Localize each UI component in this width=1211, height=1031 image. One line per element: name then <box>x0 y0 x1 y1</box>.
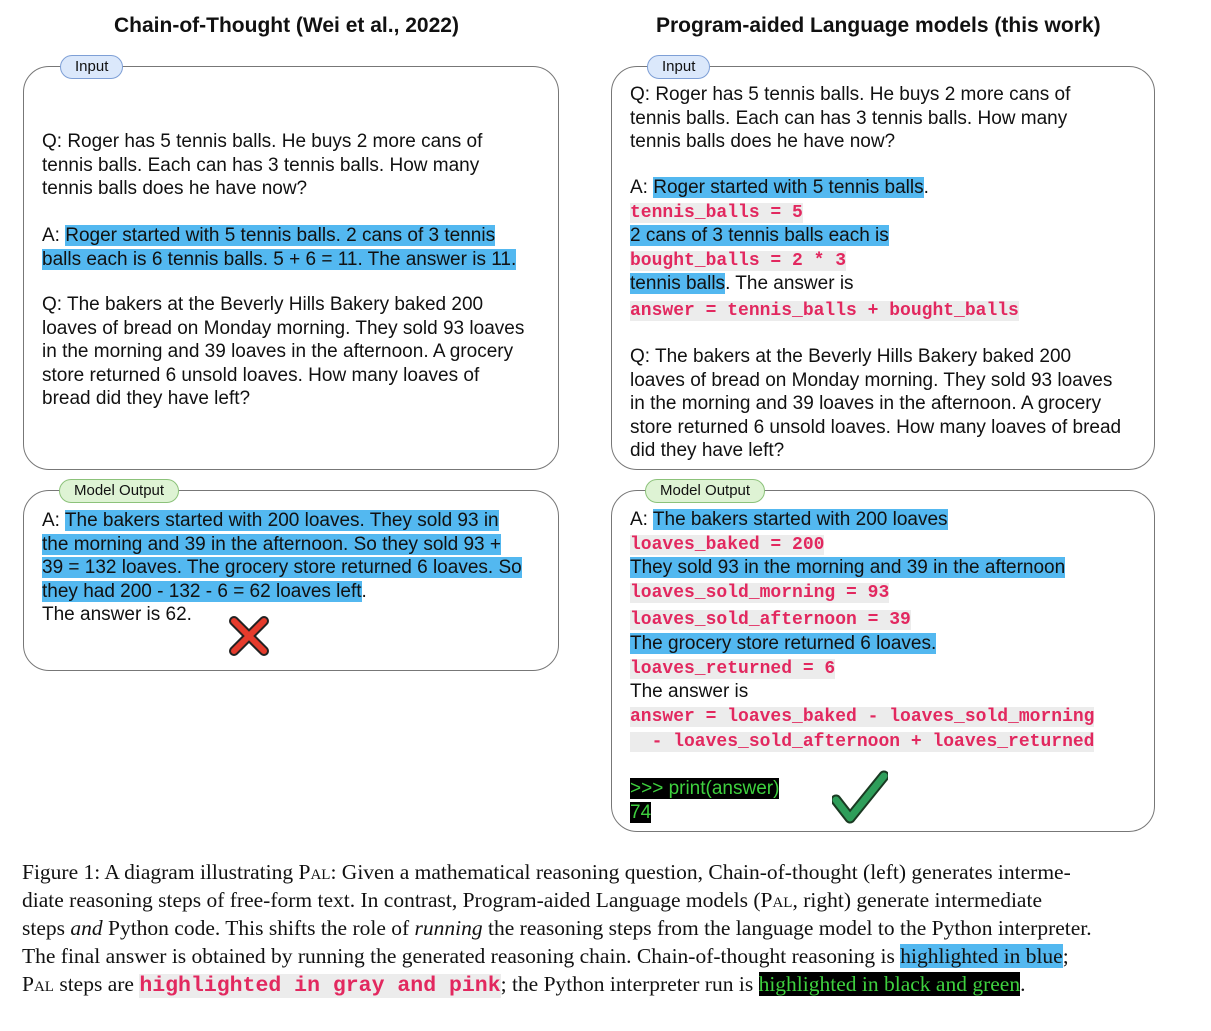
caption-text: P <box>22 972 34 996</box>
caption-text: the reasoning steps from the language model to the Python interpreter. <box>482 916 1092 940</box>
caption-smallcaps: al <box>772 888 793 912</box>
caption-text: : Given a mathematical reasoning question, Chain-of-thought (left) generates interme- <box>330 860 1071 884</box>
text-line: Q: Roger has 5 tennis balls. He buys 2 more cans of <box>42 131 483 152</box>
code-line <box>630 580 889 605</box>
interpreter-command: >>> print(answer) <box>630 778 780 799</box>
text-line <box>42 248 516 272</box>
text-fragment: . <box>923 177 929 198</box>
caption-text: ; <box>1062 944 1069 968</box>
cot-highlight: 39 = 132 loaves. The grocery store returned 6 loaves. So <box>42 557 522 578</box>
green-check-icon <box>832 770 888 824</box>
caption-terminal-highlight: highlighted in black and green <box>758 972 1021 996</box>
final-answer: The answer is 62. <box>42 604 192 625</box>
caption-line <box>22 942 1192 970</box>
right-input-tag: Input <box>647 55 710 79</box>
cot-highlight: 2 cans of 3 tennis balls each is <box>630 225 889 246</box>
right-output-tag: Model Output <box>645 479 765 503</box>
cot-highlight: the morning and 39 in the afternoon. So they sold 93 + <box>42 533 501 555</box>
left-question-2 <box>42 293 524 411</box>
left-title: Chain-of-Thought (Wei et al., 2022) <box>114 14 459 37</box>
caption-italic: running <box>414 916 483 940</box>
text-fragment: . The answer is <box>725 273 854 294</box>
pal-code: - loaves_sold_afternoon + loaves_returned <box>630 732 1095 752</box>
interpreter-output: 74 <box>630 802 652 823</box>
pal-code: loaves_returned = 6 <box>630 659 836 679</box>
text-line: tennis balls does he have now? <box>630 131 896 152</box>
left-answer-1 <box>42 224 516 271</box>
answer-prefix: A: <box>630 177 654 198</box>
text-line <box>630 176 929 199</box>
caption-text: . <box>1020 972 1026 996</box>
left-output-box <box>23 490 559 671</box>
terminal-line <box>630 777 779 800</box>
figure-caption <box>22 858 1192 1000</box>
answer-prefix: A: <box>630 509 653 530</box>
caption-smallcaps: al <box>310 860 331 884</box>
text-fragment: . <box>361 580 367 602</box>
caption-line <box>22 886 1192 914</box>
text-line: tennis balls. Each can has 3 tennis balls. How many <box>630 107 1068 129</box>
text-line <box>42 533 522 557</box>
code-line <box>630 607 911 632</box>
pal-code: bought_balls = 2 * 3 <box>630 251 847 271</box>
text-line: loaves of bread on Monday morning. They sold 93 loaves <box>630 369 1113 391</box>
code-line <box>630 704 1094 729</box>
text-line <box>630 508 948 531</box>
cot-highlight: Roger started with 5 tennis balls <box>653 177 924 198</box>
text-line: bread did they have left? <box>42 388 251 409</box>
text-line <box>42 556 522 580</box>
code-line <box>630 248 846 273</box>
text-line: did they have left? <box>630 440 785 461</box>
caption-code-highlight: highlighted in gray and pink <box>139 974 501 998</box>
text-line <box>42 580 522 604</box>
text-line <box>630 632 936 655</box>
caption-text: Python code. This shifts the role of <box>102 916 415 940</box>
text-line: store returned 6 unsold loaves. How many loaves of <box>42 364 480 386</box>
text-line: in the morning and 39 loaves in the afternoon. A grocery <box>42 341 514 362</box>
pal-code: loaves_sold_morning = 93 <box>630 583 890 603</box>
cot-highlight: The grocery store returned 6 loaves. <box>630 633 937 654</box>
cot-highlight: balls each is 6 tennis balls. 5 + 6 = 11. The answer is 11. <box>42 248 517 270</box>
text-line: store returned 6 unsold loaves. How many loaves of bread <box>630 416 1122 438</box>
right-title: Program-aided Language models (this work) <box>656 14 1101 37</box>
text-line: loaves of bread on Monday morning. They sold 93 loaves <box>42 317 525 339</box>
red-x-icon <box>228 615 270 657</box>
caption-line <box>22 858 1192 886</box>
text-line: tennis balls. Each can has 3 tennis balls. How many <box>42 154 480 176</box>
caption-text: The final answer is obtained by running the generated reasoning chain. Chain-of-thought reasoning is <box>22 944 901 968</box>
left-question-1 <box>42 130 482 201</box>
caption-text: Figure 1: A diagram illustrating P <box>22 860 311 884</box>
caption-text: ; the Python interpreter run is <box>500 972 759 996</box>
answer-prefix: A: <box>42 225 66 246</box>
text-line: in the morning and 39 loaves in the afternoon. A grocery <box>630 393 1102 414</box>
terminal-line <box>630 801 651 824</box>
text-line: Q: The bakers at the Beverly Hills Bakery baked 200 <box>630 346 1072 367</box>
pal-code: loaves_baked = 200 <box>630 535 825 555</box>
answer-prefix: A: <box>42 510 65 531</box>
cot-highlight: Roger started with 5 tennis balls. 2 cans of 3 tennis <box>65 225 496 246</box>
caption-line <box>22 970 1192 1000</box>
cot-highlight: The bakers started with 200 loaves <box>652 509 948 530</box>
left-input-box <box>23 66 559 470</box>
caption-italic: and <box>70 916 103 940</box>
code-line <box>630 729 1094 754</box>
code-line <box>630 656 835 681</box>
right-question-1 <box>630 83 1070 154</box>
pal-code: loaves_sold_afternoon = 39 <box>630 610 911 630</box>
caption-line <box>22 914 1192 942</box>
caption-blue-highlight: highlighted in blue <box>900 944 1063 968</box>
left-output-tag: Model Output <box>59 479 179 503</box>
text-line <box>42 509 522 533</box>
right-input-box <box>611 66 1155 470</box>
code-line <box>630 532 824 557</box>
caption-smallcaps: al <box>33 972 54 996</box>
text-line <box>630 224 889 247</box>
caption-text: steps are <box>53 972 140 996</box>
left-input-tag: Input <box>60 55 123 79</box>
text-line <box>630 556 1065 579</box>
text-line: Q: The bakers at the Beverly Hills Bakery baked 200 <box>42 294 484 315</box>
code-line <box>630 200 803 225</box>
text-line: tennis balls does he have now? <box>42 178 308 199</box>
cot-highlight: tennis balls <box>630 273 726 294</box>
text-line: Q: Roger has 5 tennis balls. He buys 2 more cans of <box>630 84 1071 105</box>
cot-highlight: They sold 93 in the morning and 39 in the afternoon <box>630 557 1066 578</box>
pal-code: answer = tennis_balls + bought_balls <box>630 301 1019 321</box>
cot-highlight: The bakers started with 200 loaves. They sold 93 in <box>64 510 499 531</box>
pal-code: answer = loaves_baked - loaves_sold_morning <box>630 707 1095 727</box>
caption-text: steps <box>22 916 71 940</box>
left-model-output <box>42 509 522 627</box>
text-line <box>42 224 516 248</box>
cot-highlight: they had 200 - 132 - 6 = 62 loaves left <box>42 580 362 602</box>
text-line <box>630 272 854 295</box>
code-line <box>630 298 1019 323</box>
caption-text: diate reasoning steps of free-form text. In contrast, Program-aided Language models (P <box>22 888 773 912</box>
final-answer: The answer is <box>630 681 749 702</box>
right-question-2 <box>630 345 1121 463</box>
caption-text: , right) generate intermediate <box>792 888 1042 912</box>
pal-code: tennis_balls = 5 <box>630 203 803 223</box>
